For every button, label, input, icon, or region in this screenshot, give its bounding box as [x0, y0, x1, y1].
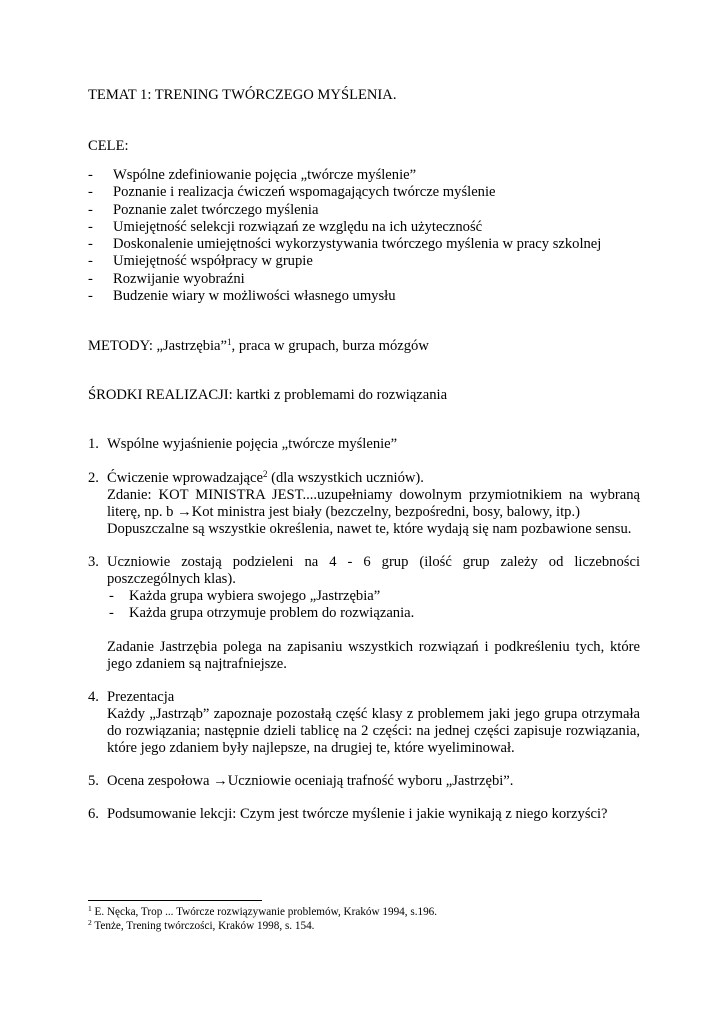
step-4: 4. Prezentacja Każdy „Jastrząb” zapoznaje pozostałą część klasy z problemem jaki jego grupa otrzymała do rozwiązania; następnie dzieli tablicę na 2 części: na jednej części zapisuje rozwiązania, które jego zdaniem były najlepsze, na drugiej te, które wyeliminował. [88, 689, 640, 756]
list-item: - Rozwijanie wyobraźni [88, 270, 245, 287]
list-item: - Poznanie i realizacja ćwiczeń wspomagających twórcze myślenie [88, 184, 496, 201]
goals-heading: CELE: [88, 138, 129, 154]
step-6: 6. Podsumowanie lekcji: Czym jest twórcze myślenie i jakie wynikają z niego korzyści? [88, 806, 608, 822]
page-title: TEMAT 1: TRENING TWÓRCZEGO MYŚLENIA. [88, 87, 397, 103]
goals-list [88, 167, 648, 305]
footnotes [88, 906, 437, 934]
step-1: 1. Wspólne wyjaśnienie pojęcia „twórcze myślenie” [88, 436, 398, 452]
list-item: - Doskonalenie umiejętności wykorzystywania twórczego myślenia w pracy szkolnej [88, 236, 602, 253]
list-item: - Każda grupa wybiera swojego „Jastrzębia” [109, 588, 381, 604]
footnote-ref[interactable]: 1 [227, 337, 232, 347]
footnote-ref[interactable]: 2 [263, 469, 268, 479]
footnote: $^1$ E. Nęcka, Trop ... Twórcze rozwiązywanie problemów, Kraków 1994, s.196. [88, 904, 438, 918]
list-item: - Umiejętność współpracy w grupie [88, 253, 313, 270]
step-5: 5. Ocena zespołowa →Uczniowie oceniają trafność wyboru „Jastrzębi”. [88, 773, 514, 789]
list-item: - Poznanie zalet twórczego myślenia [88, 201, 319, 218]
step-2: 2. Ćwiczenie wprowadzające$^2$ (dla wszystkich uczniów). Zdanie: KOT MINISTRA JEST....uzupełniamy dowolnym przymiotnikiem na wybraną literę, np. b →Kot ministra jest biały (bezczelny, bezpośredni, bosy, balowy, itp.) Dopuszczalne są wszystkie określenia, nawet te, które wydają się nam pozbawione sensu. [88, 469, 640, 537]
footnote-divider [88, 900, 262, 901]
list-item: - Wspólne zdefiniowanie pojęcia „twórcze myślenie” [88, 167, 417, 183]
lesson-steps [88, 436, 640, 823]
methods-line: METODY: „Jastrzębia”$^1$, praca w grupach, burza mózgów [88, 337, 429, 354]
list-item: - Umiejętność selekcji rozwiązań ze względu na ich użyteczność [88, 218, 483, 235]
step-3: 3. Uczniowie zostają podzieleni na 4 - 6 grup (ilość grup zależy od liczebności poszczególnych klas). - Każda grupa wybiera swojego „Jastrzębia” - Każda grupa otrzymuje problem do rozwiązania. Zadanie Jastrzębia polega na zapisaniu wszystkich rozwiązań i podkreśleniu tych, które jego zdaniem są najtrafniejsze. [88, 554, 640, 672]
resources-line: ŚRODKI REALIZACJI: kartki z problemami do rozwiązania [88, 387, 448, 403]
list-item: - Budzenie wiary w możliwości własnego umysłu [88, 288, 396, 305]
footnote: $^2$ Tenże, Trening twórczości, Kraków 1998, s. 154. [88, 917, 315, 932]
sub-list [109, 588, 640, 622]
list-item: - Każda grupa otrzymuje problem do rozwiązania. [109, 605, 415, 621]
